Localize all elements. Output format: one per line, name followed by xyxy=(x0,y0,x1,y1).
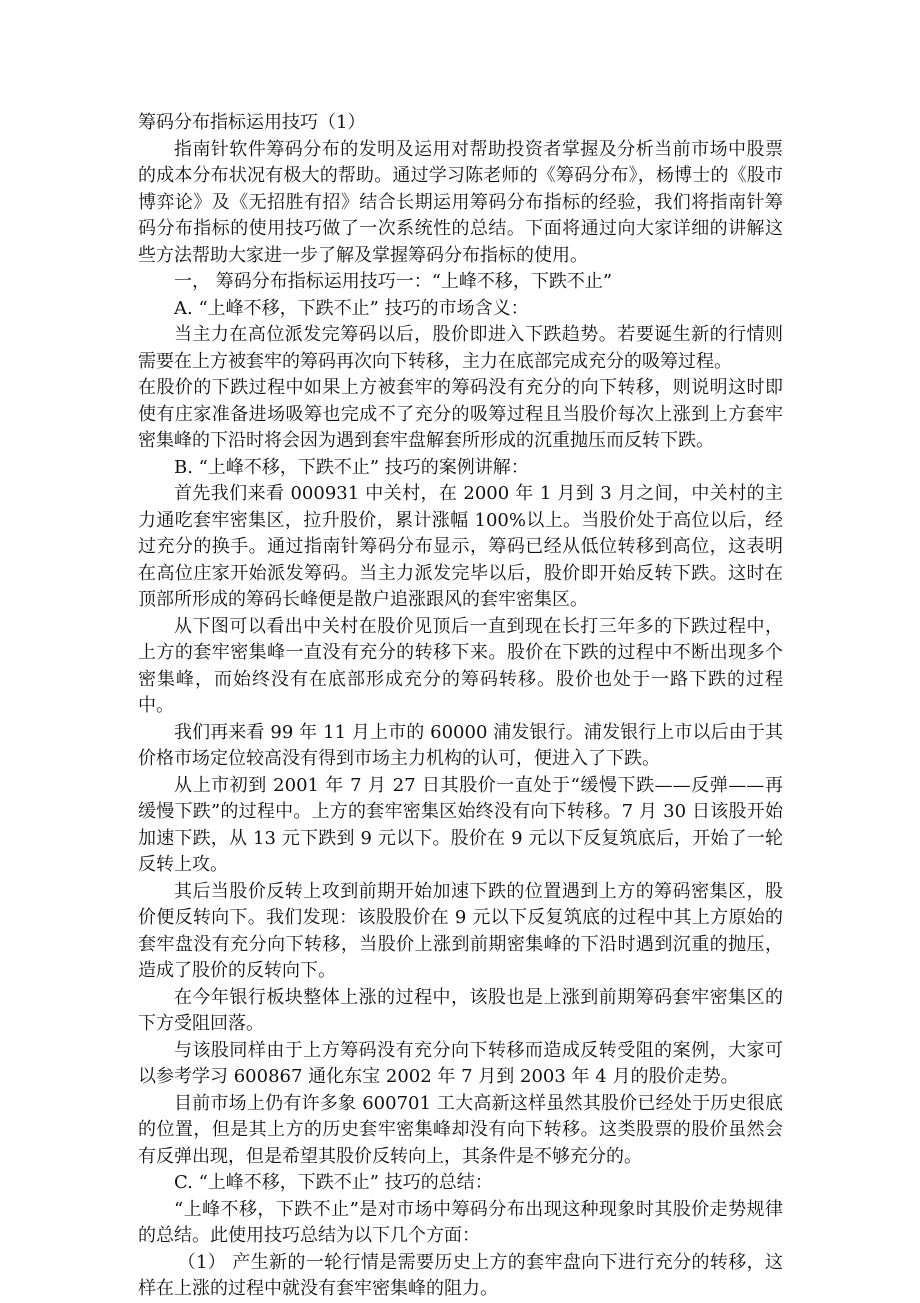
document-title: 筹码分布指标运用技巧（1） xyxy=(138,112,366,133)
paragraph-b8: 目前市场上仍有许多象 600701 工大高新这样虽然其股价已经处于历史很底的位置，但是其上方的历史套牢密集峰却没有向下转移。这类股票的股价虽然会有反弹出现，但是希望其股价反转向上，其条件是不够充分的。 xyxy=(138,1092,783,1167)
intro-paragraph: 指南针软件筹码分布的发明及运用对帮助投资者掌握及分析当前市场中股票的成本分布状况有极大的帮助。通过学习陈老师的《筹码分布》，杨博士的《股市博弈论》及《无招胜有招》结合长期运用筹码分布指标的经验，我们将指南针筹码分布指标的使用技巧做了一次系统性的总结。下面将通过向大家详细的讲解这些方法帮助大家进一步了解及掌握筹码分布指标的使用。 xyxy=(138,138,783,266)
paragraph-b2: 从下图可以看出中关村在股价见顶后一直到现在长打三年多的下跌过程中，上方的套牢密集峰一直没有充分的转移下来。股价在下跌的过程中不断出现多个密集峰，而始终没有在底部形成充分的筹码转移。股价也处于一路下跌的过程中。 xyxy=(138,615,783,716)
paragraph-b1: 首先我们来看 000931 中关村，在 2000 年 1 月到 3 月之间，中关村的主力通吃套牢密集区，拉升股价，累计涨幅 100%以上。当股价处于高位以后，经过充分的换手。通过指南针筹码分布显示，筹码已经从低位转移到高位，这表明在高位庄家开始派发筹码。当主力派发完毕以后，股价即开始反转下跌。这时在顶部所形成的筹码长峰便是散户追涨跟风的套牢密集区。 xyxy=(138,483,783,610)
paragraph-b6: 在今年银行板块整体上涨的过程中，该股也是上涨到前期筹码套牢密集区的下方受阻回落。 xyxy=(138,986,783,1034)
paragraph-a2: 在股价的下跌过程中如果上方被套牢的筹码没有充分的向下转移，则说明这时即使有庄家准备进场吸筹也完成不了充分的吸筹过程且当股价每次上涨到上方套牢密集峰的下沿时将会因为遇到套牢盘解套所形成的沉重抛压而反转下跌。 xyxy=(138,377,783,451)
paragraph-b5: 其后当股价反转上攻到前期开始加速下跌的位置遇到上方的筹码密集区，股价便反转向下。我们发现：该股股价在 9 元以下反复筑底的过程中其上方原始的套牢盘没有充分向下转移，当股价上涨到前期密集峰的下沿时遇到沉重的抛压，造成了股价的反转向下。 xyxy=(138,880,783,981)
paragraph-b7: 与该股同样由于上方筹码没有充分向下转移而造成反转受阻的案例，大家可以参考学习 600867 通化东宝 2002 年 7 月到 2003 年 4 月的股价走势。 xyxy=(138,1039,783,1087)
paragraph-b3: 我们再来看 99 年 11 月上市的 60000 浦发银行。浦发银行上市以后由于其价格市场定位较高没有得到市场主力机构的认可，便进入了下跌。 xyxy=(138,721,783,769)
subsection-heading-c: C. “上峰不移，下跌不止” 技巧的总结： xyxy=(174,1172,493,1193)
paragraph-a1: 当主力在高位派发完筹码以后，股价即进入下跌趋势。若要诞生新的行情则需要在上方被套牢的筹码再次向下转移，主力在底部完成充分的吸筹过程。 xyxy=(138,324,783,372)
list-item-1: （1） 产生新的一轮行情是需要历史上方的套牢盘向下进行充分的转移，这样在上涨的过程中就没有套牢密集峰的阻力。 xyxy=(138,1251,783,1299)
document-page xyxy=(138,110,783,1303)
paragraph-c1: “上峰不移，下跌不止”是对市场中筹码分布出现这种现象时其股价走势规律的总结。此使用技巧总结为以下几个方面： xyxy=(138,1198,783,1246)
section-heading-1: 一， 筹码分布指标运用技巧一：“上峰不移，下跌不止” xyxy=(174,271,613,292)
subsection-heading-b: B. “上峰不移，下跌不止” 技巧的案例讲解： xyxy=(174,456,529,478)
subsection-heading-a: A. “上峰不移，下跌不止” 技巧的市场含义： xyxy=(174,297,529,319)
paragraph-b4: 从上市初到 2001 年 7 月 27 日其股价一直处于“缓慢下跌——反弹——再缓慢下跌”的过程中。上方的套牢密集区始终没有向下转移。7 月 30 日该股开始加速下跌，从 13 元下跌到 9 元以下。股价在 9 元以下反复筑底后，开始了一轮反转上攻。 xyxy=(138,774,783,875)
